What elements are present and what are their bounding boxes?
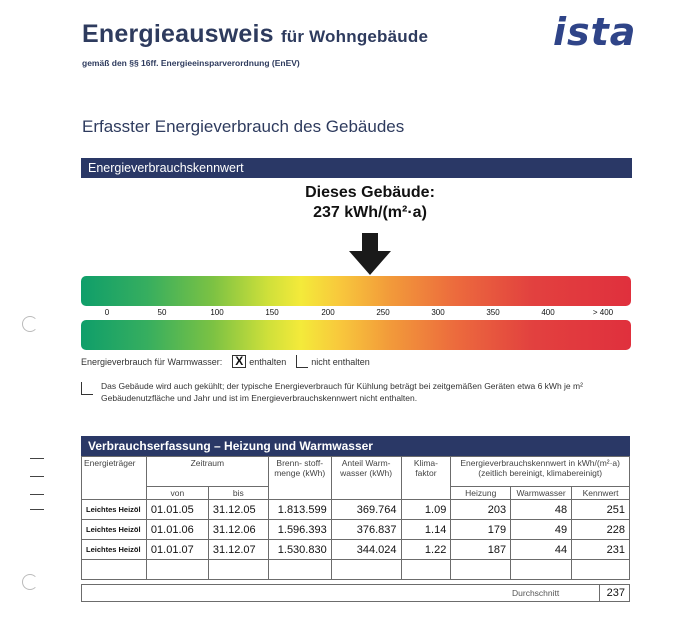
cooling-note-text: Das Gebäude wird auch gekühlt; der typische Energieverbrauch für Kühlung beträgt bei zeitgemäßen Geräten etwa 6 kWh je m² Gebäudenutzfläche und Jahr und ist im Energieverbrauchskennwert nicht enthalten.: [101, 381, 583, 403]
cell-heizung: 203: [451, 500, 511, 520]
checkbox-enthalten[interactable]: X: [232, 355, 246, 368]
cell-anteil: 369.764: [331, 500, 401, 520]
col-energietraeger: Energieträger: [82, 457, 147, 500]
punch-hole-top: [22, 316, 38, 332]
energy-scale-top: [81, 276, 631, 306]
cell-brennstoff: 1.530.830: [268, 540, 331, 560]
cell-brennstoff: 1.596.393: [268, 520, 331, 540]
margin-mark: [30, 494, 44, 495]
scale-tick-label: 0: [104, 308, 110, 317]
checkbox-nicht-enthalten[interactable]: [296, 355, 308, 368]
margin-mark: [30, 458, 44, 459]
col-warmwasser: Warmwasser: [511, 487, 572, 500]
title-main: Energieausweis: [82, 20, 274, 48]
kennwert-header-bar: Energieverbrauchskennwert: [81, 158, 632, 178]
energy-scale-ticks: [81, 308, 631, 320]
scale-tick-label: 250: [376, 308, 390, 317]
col-klimafaktor: Klima- faktor: [401, 457, 451, 500]
scale-tick-label: 150: [265, 308, 279, 317]
table-row: [82, 500, 630, 520]
ista-logo: ista: [553, 10, 637, 54]
average-value: 237: [599, 584, 629, 602]
col-heizung: Heizung: [451, 487, 511, 500]
punch-hole-bottom: [22, 574, 38, 590]
cell-brennstoff: 1.813.599: [268, 500, 331, 520]
scale-tick-label: 50: [157, 308, 167, 317]
cell-kennwert: 228: [572, 520, 630, 540]
cell-traeger: Leichtes Heizöl: [82, 540, 147, 560]
document-title: [82, 20, 428, 49]
cell-von: 01.01.05: [146, 500, 208, 520]
table-row: [82, 520, 630, 540]
cell-warmwasser: 49: [511, 520, 572, 540]
energy-scale-bottom: [81, 320, 631, 350]
building-value: 237 kWh/(m²·a): [313, 204, 427, 221]
consumption-table: [81, 456, 630, 580]
consumption-header-bar: Verbrauchserfassung – Heizung und Warmwasser: [81, 436, 630, 456]
cell-heizung: 187: [451, 540, 511, 560]
scale-tick-label: 100: [210, 308, 224, 317]
col-brennstoff: Brenn- stoff- menge (kWh): [268, 457, 331, 500]
cooling-note: [81, 380, 631, 404]
cell-kennwert: 231: [572, 540, 630, 560]
cell-anteil: 376.837: [331, 520, 401, 540]
scale-tick-label: > 400: [592, 308, 614, 317]
cell-traeger: Leichtes Heizöl: [82, 500, 147, 520]
cell-klima: 1.09: [401, 500, 451, 520]
arrow-down-icon: [349, 233, 391, 275]
scale-tick-label: 300: [431, 308, 445, 317]
cell-anteil: 344.024: [331, 540, 401, 560]
table-row: [82, 540, 630, 560]
col-zeitraum: Zeitraum: [146, 457, 268, 487]
col-kennwert-group: Energieverbrauchskennwert in kWh/(m²·a) (zeitlich bereinigt, klimabereinigt): [451, 457, 630, 487]
scale-tick-label: 200: [321, 308, 335, 317]
option-enthalten-label: enthalten: [249, 356, 287, 367]
cell-warmwasser: 48: [511, 500, 572, 520]
col-anteil-warmwasser: Anteil Warm- wasser (kWh): [331, 457, 401, 500]
checkbox-cooling[interactable]: [81, 382, 93, 395]
margin-mark: [30, 509, 44, 510]
building-label: Dieses Gebäude:: [305, 184, 435, 201]
cell-bis: 31.12.07: [208, 540, 268, 560]
cell-klima: 1.14: [401, 520, 451, 540]
cell-von: 01.01.07: [146, 540, 208, 560]
cell-von: 01.01.06: [146, 520, 208, 540]
col-von: von: [146, 487, 208, 500]
title-sub: für Wohngebäude: [280, 27, 429, 46]
cell-bis: 31.12.05: [208, 500, 268, 520]
cell-traeger: Leichtes Heizöl: [82, 520, 147, 540]
scale-tick-label: 400: [541, 308, 555, 317]
cell-kennwert: 251: [572, 500, 630, 520]
document-subtitle: gemäß den §§ 16ff. Energieeinsparverordnung (EnEV): [82, 58, 300, 68]
cell-warmwasser: 44: [511, 540, 572, 560]
cell-klima: 1.22: [401, 540, 451, 560]
table-row-empty: [82, 560, 630, 580]
warmwater-row: [81, 355, 370, 368]
average-label: Durchschnitt: [512, 588, 560, 598]
scale-tick-label: 350: [486, 308, 500, 317]
col-kennwert: Kennwert: [572, 487, 630, 500]
warmwater-label: Energieverbrauch für Warmwasser:: [81, 356, 223, 367]
section-title: Erfasster Energieverbrauch des Gebäudes: [82, 117, 405, 136]
option-nicht-enthalten-label: nicht enthalten: [311, 356, 370, 367]
cell-heizung: 179: [451, 520, 511, 540]
margin-mark: [30, 476, 44, 477]
col-bis: bis: [208, 487, 268, 500]
cell-bis: 31.12.06: [208, 520, 268, 540]
average-row: [81, 584, 630, 602]
